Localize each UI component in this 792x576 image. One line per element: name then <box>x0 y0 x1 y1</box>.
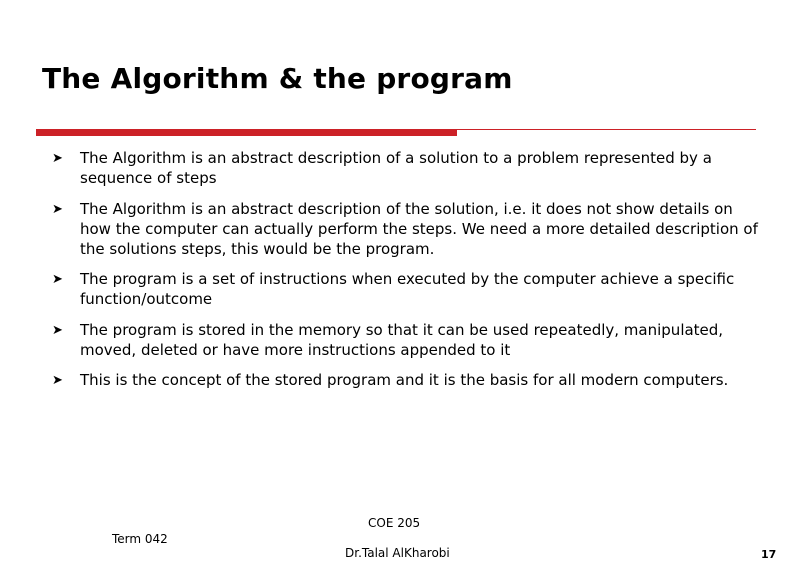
bullet-text: The Algorithm is an abstract description of a solution to a problem represented by a sequence of steps <box>80 149 712 187</box>
slide-title: The Algorithm & the program <box>42 62 513 95</box>
arrow-bullet-icon: ➤ <box>52 151 63 166</box>
title-divider-thick <box>36 129 457 136</box>
page-number: 17 <box>761 548 777 561</box>
arrow-bullet-icon: ➤ <box>52 322 63 338</box>
arrow-bullet-icon: ➤ <box>52 201 63 217</box>
arrow-bullet-icon: ➤ <box>52 272 63 287</box>
bullet-text: The program is stored in the memory so that it can be used repeatedly, manipulated, moved, deleted or have more instructions appended to it <box>80 320 724 359</box>
bullet-text: The Algorithm is an abstract description of the solution, i.e. it does not show details on how the computer can actually perform the steps. We need a more detailed description of the solutions steps, this would be the program. <box>80 199 758 258</box>
list-item <box>42 199 762 259</box>
bullet-list <box>42 148 762 401</box>
bullet-text: The program is a set of instructions when executed by the computer achieve a specific function/outcome <box>80 270 735 308</box>
list-item <box>42 320 762 360</box>
footer-term: Term 042 <box>112 532 168 546</box>
footer-author: Dr.Talal AlKharobi <box>345 546 450 560</box>
bullet-text: This is the concept of the stored program and it is the basis for all modern computers. <box>80 371 729 389</box>
list-item <box>42 269 762 309</box>
arrow-bullet-icon: ➤ <box>52 373 63 388</box>
footer-course: COE 205 <box>368 516 421 530</box>
list-item <box>42 148 762 188</box>
list-item <box>42 370 762 390</box>
